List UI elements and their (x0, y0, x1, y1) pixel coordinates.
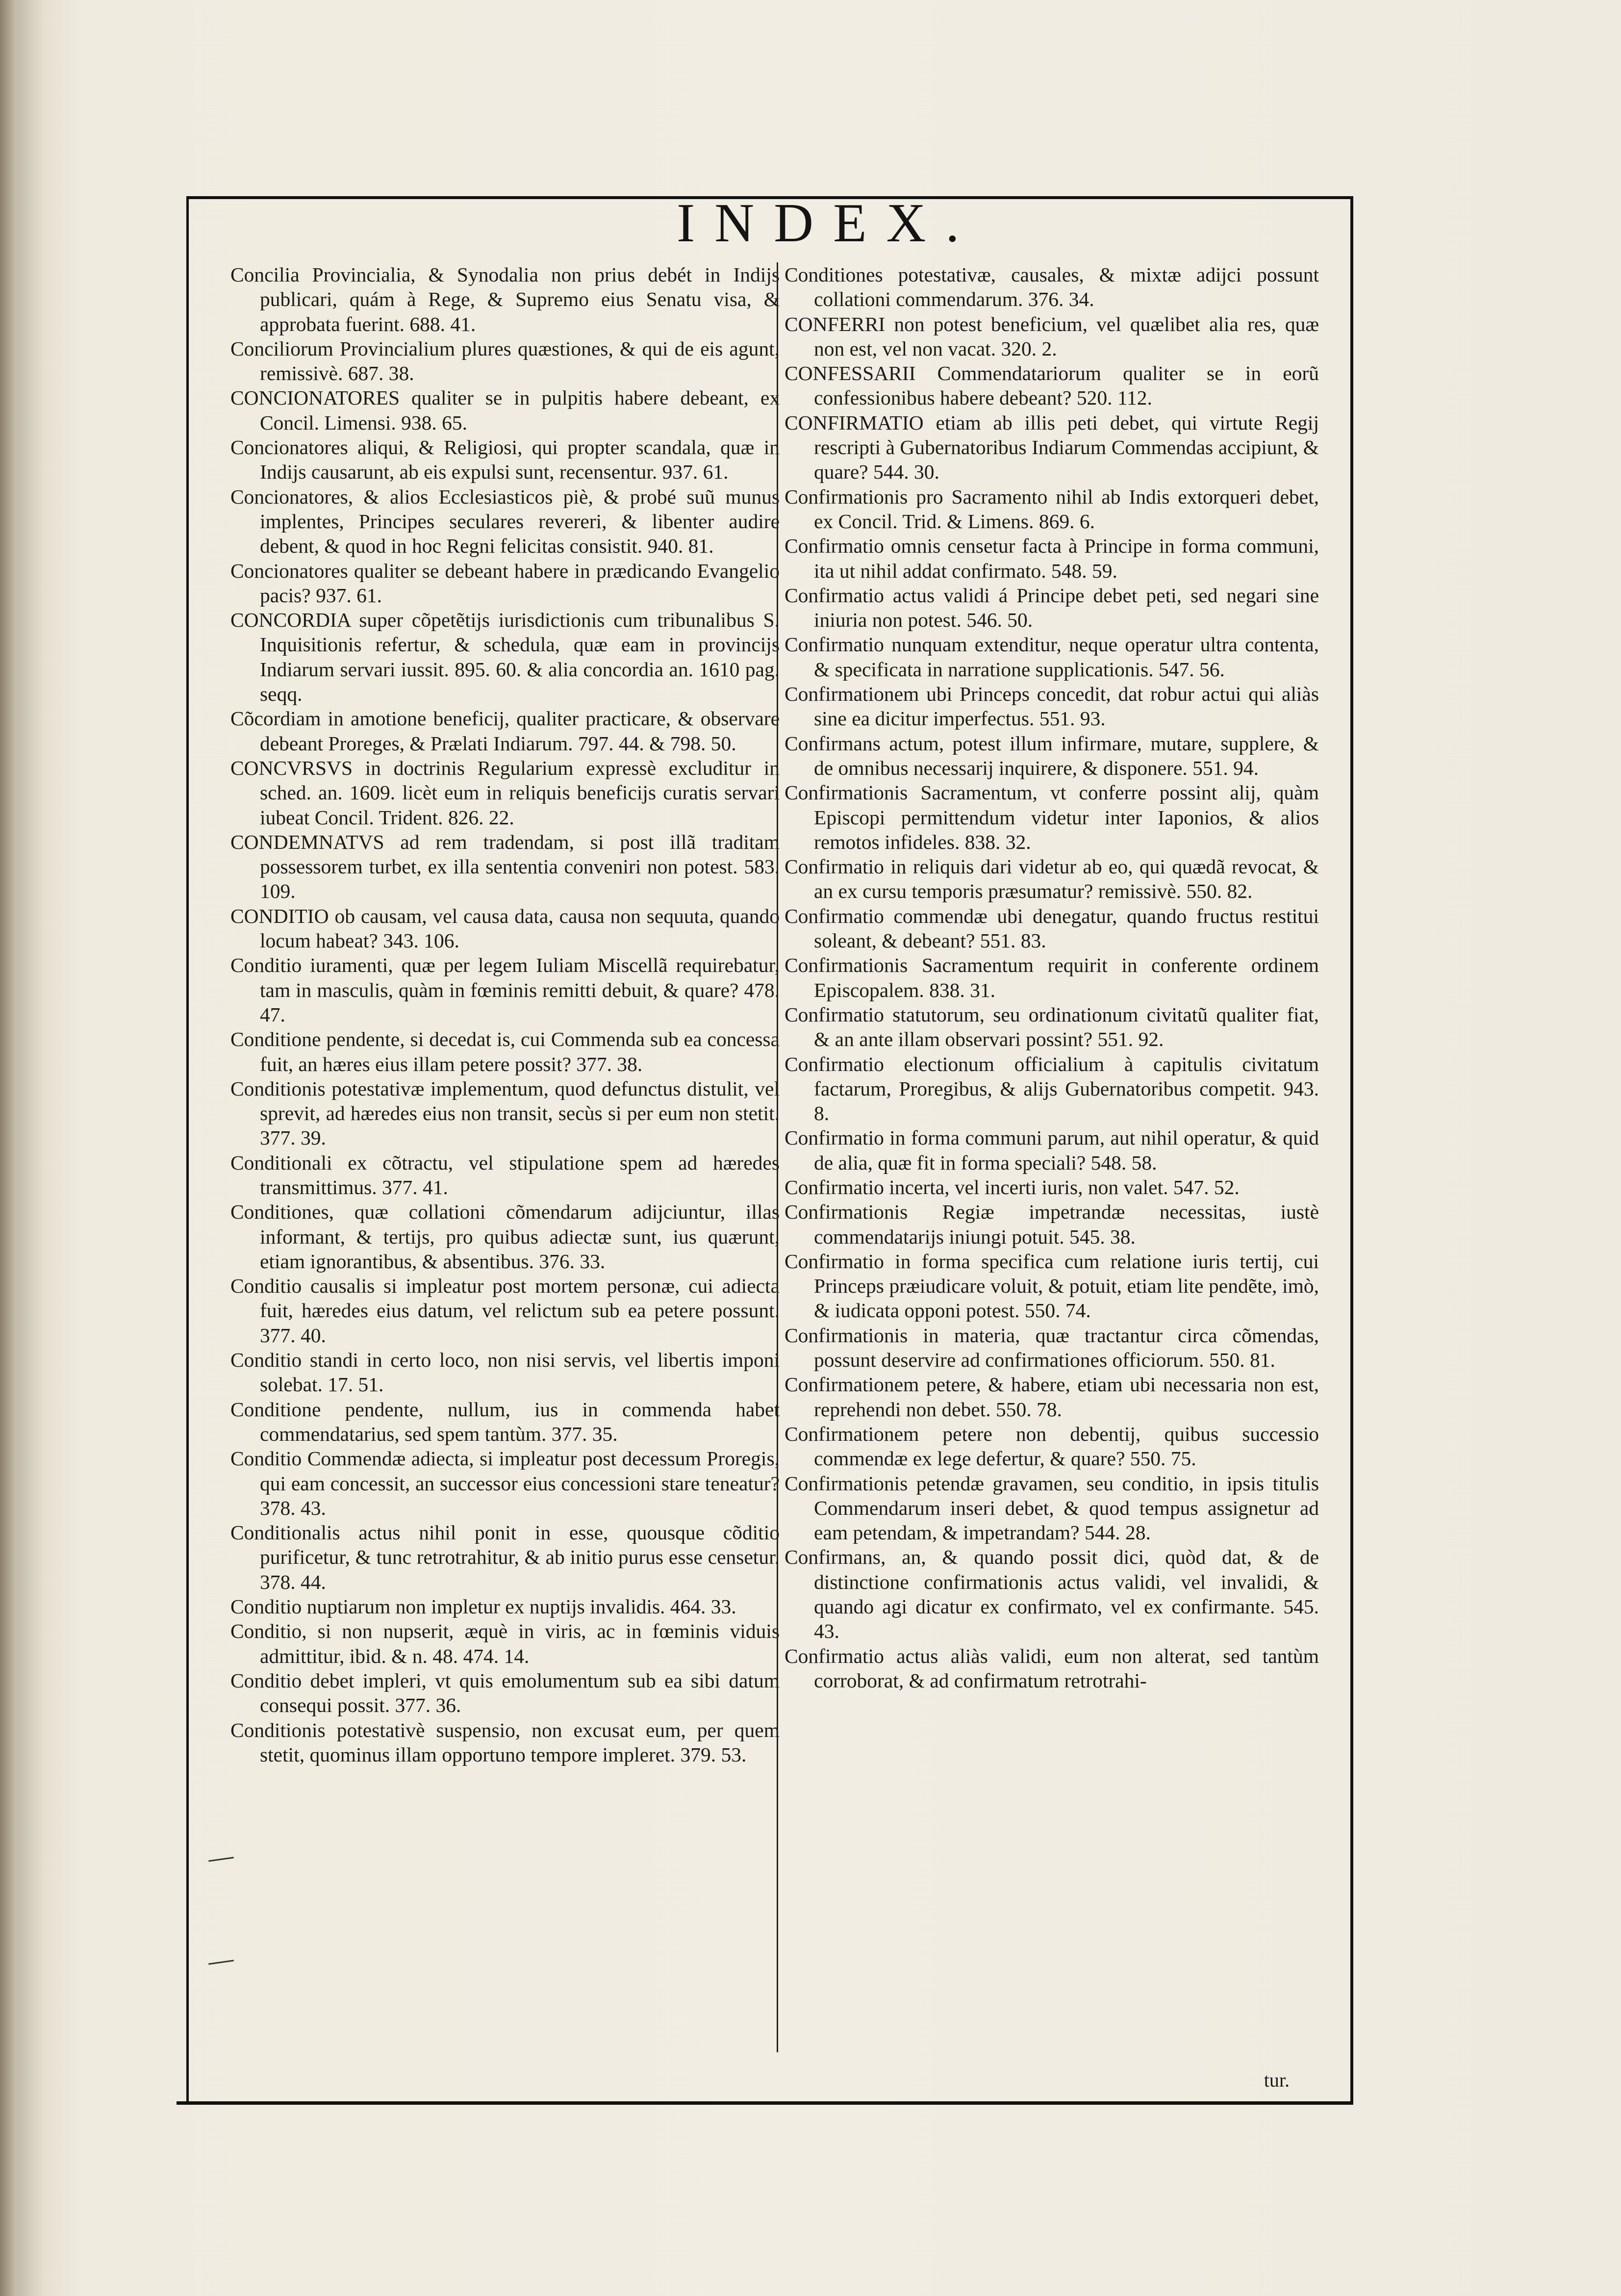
index-entry: CONCORDIA super cõpetẽtijs iurisdictionis cum tribunalibus S. Inquisitionis refertur, & schedula, quæ eam in provincijs Indiarum servari iussit. 895. 60. & alia concordia an. 1610 pag. seqq. (230, 609, 780, 706)
index-entry: CONFERRI non potest beneficium, vel quælibet alia res, quæ non est, vel non vacat. 320. 2. (785, 312, 1319, 360)
index-entry: Confirmationem petere, & habere, etiam ubi necessaria non est, reprehendi non debet. 550. 78. (785, 1373, 1319, 1421)
index-entry: CONDEMNATVS ad rem tradendam, si post illã traditam possessorem turbet, ex illa sententia conveniri non potest. 583. 109. (230, 830, 780, 903)
index-entry: Conciliorum Provincialium plures quæstiones, & qui de eis agunt, remissivè. 687. 38. (230, 337, 780, 385)
index-entry: Confirmatio statutorum, seu ordinationum civitatũ qualiter fiat, & an ante illam observari possint? 551. 92. (785, 1003, 1319, 1051)
index-entry: CONFESSARII Commendatariorum qualiter se in eorũ confessionibus habere debeant? 520. 112. (785, 362, 1319, 409)
index-entry: Conditionalis actus nihil ponit in esse, quousque cõditio purificetur, & tunc retrotrahitur, & ab initio purus esse censetur. 378. 44. (230, 1521, 780, 1593)
index-entry: Conditio, si non nupserit, æquè in viris, ac in fœminis viduis admittitur, ibid. & n. 48. 474. 14. (230, 1620, 780, 1667)
index-entry: Confirmans actum, potest illum infirmare, mutare, supplere, & de omnibus necessarij inquirere, & disponere. 551. 94. (785, 732, 1319, 779)
right-column (785, 262, 1319, 2082)
binding-gutter (0, 0, 17, 2296)
index-entry: Confirmatio incerta, vel incerti iuris, non valet. 547. 52. (785, 1175, 1240, 1199)
index-entry: Conditio Commendæ adiecta, si impleatur post decessum Proregis, qui eam concessit, an successor eius concessioni stare teneatur? 378. 43. (230, 1447, 780, 1519)
index-entry: Conditionis potestativè suspensio, non excusat eum, per quem stetit, quominus illam opportuno tempore impleret. 379. 53. (230, 1718, 780, 1766)
index-entry: Conditio debet impleri, vt quis emolumentum sub ea sibi datum consequi possit. 377. 36. (230, 1669, 780, 1717)
index-entry: Confirmationis Regiæ impetrandæ necessitas, iustè commendatarijs iniungi potuit. 545. 38. (785, 1200, 1319, 1248)
index-entry: Concionatores, & alios Ecclesiasticos piè, & probé suũ munus implentes, Principes seculares revereri, & libenter audire debent, & quod in hoc Regni felicitas consistit. 940. 81. (230, 485, 780, 558)
index-entry: CONCIONATORES qualiter se in pulpitis habere debeant, ex Concil. Limensi. 938. 65. (230, 386, 780, 434)
index-entry: CONFIRMATIO etiam ab illis peti debet, qui virtute Regij rescripti à Gubernatoribus Indiarum Commendas accipiunt, & quare? 544. 30. (785, 411, 1319, 484)
index-entry: Concionatores qualiter se debeant habere in prædicando Evangelio pacis? 937. 61. (230, 559, 780, 607)
index-entry: Conditio nuptiarum non impletur ex nuptijs invalidis. 464. 33. (230, 1595, 736, 1618)
catchword: tur. (1264, 2069, 1290, 2091)
index-entry: Conditionali ex cõtractu, vel stipulatione spem ad hæredes transmittimus. 377. 41. (230, 1151, 780, 1199)
index-entry: CONCVRSVS in doctrinis Regularium expressè excluditur in sched. an. 1609. licèt eum in reliquis beneficijs curatis servari iubeat Concil. Trident. 826. 22. (230, 756, 780, 829)
index-entry: Conditiones, quæ collationi cõmendarum adijciuntur, illas informant, & tertijs, pro quibus adiectæ sunt, ius quærunt, etiam ignorantibus, & absentibus. 376. 33. (230, 1200, 780, 1273)
index-entry: Conditio causalis si impleatur post mortem personæ, cui adiecta fuit, hæredes eius datum, vel relictum sub ea petere possunt. 377. 40. (230, 1275, 780, 1347)
index-entry: Conditio iuramenti, quæ per legem Iuliam Miscellã requirebatur, tam in masculis, quàm in fœminis remitti debuit, & quare? 478. 47. (230, 954, 780, 1026)
index-entry: Confirmatio electionum officialium à capitulis civitatum factarum, Proregibus, & alijs Gubernatoribus competit. 943. 8. (785, 1052, 1319, 1125)
index-entry: Confirmationis pro Sacramento nihil ab Indis extorqueri debet, ex Concil. Trid. & Limens. 869. 6. (785, 485, 1319, 533)
column-divider (777, 262, 778, 2052)
index-entry: Confirmationis in materia, quæ tractantur circa cõmendas, possunt deservire ad confirmationes officiorum. 550. 81. (785, 1324, 1319, 1372)
index-entry: Confirmatio in forma communi parum, aut nihil operatur, & quid de alia, quæ fit in forma speciali? 548. 58. (785, 1126, 1319, 1174)
index-entry: Confirmatio actus validi á Principe debet peti, sed negari sine iniuria non potest. 546. 50. (785, 584, 1319, 632)
index-entry: Concilia Provincialia, & Synodalia non prius debét in Indijs publicari, quám à Rege, & Supremo eius Senatu visa, & approbata fuerint. 688. 41. (230, 263, 780, 335)
index-entry: Conditio standi in certo loco, non nisi servis, vel libertis imponi solebat. 17. 51. (230, 1349, 780, 1396)
index-entry: Confirmatio commendæ ubi denegatur, quando fructus restitui soleant, & debeant? 551. 83. (785, 904, 1319, 952)
index-entry: Confirmatio in forma specifica cum relatione iuris tertij, cui Princeps præiudicare voluit, & potuit, etiam lite pendẽte, imò, & iudicata opponi potest. 550. 74. (785, 1250, 1319, 1322)
index-entry: Conditionis potestativæ implementum, quod defunctus distulit, vel sprevit, ad hæredes eius non transit, secùs si per eum non stetit. 377. 39. (230, 1077, 780, 1149)
index-entry: Cõcordiam in amotione beneficij, qualiter practicare, & observare debeant Proreges, & Prælati Indiarum. 797. 44. & 798. 50. (230, 707, 780, 755)
index-entry: Confirmationem ubi Princeps concedit, dat robur actui qui aliàs sine ea dicitur imperfectus. 551. 93. (785, 683, 1319, 730)
index-entry: Confirmationis Sacramentum, vt conferre possint alij, quàm Episcopi permittendum videtur inter Iaponios, & alios remotos infideles. 838. 32. (785, 781, 1319, 853)
bottom-rule (177, 2101, 1353, 2105)
index-entry: Conditione pendente, nullum, ius in commenda habet commendatarius, sed spem tantùm. 377. 35. (230, 1398, 780, 1445)
left-column (230, 262, 780, 2082)
index-entry: CONDITIO ob causam, vel causa data, causa non sequuta, quando locum habeat? 343. 106. (230, 904, 780, 952)
index-entry: Confirmatio nunquam extenditur, neque operatur ultra contenta, & specificata in narratione supplicationis. 547. 56. (785, 633, 1319, 681)
index-entry: Confirmatio actus aliàs validi, eum non alterat, sed tantùm corroborat, & ad confirmatum retrotrahi- (785, 1644, 1319, 1692)
index-entry: Conditione pendente, si decedat is, cui Commenda sub ea concessa fuit, an hæres eius illam petere possit? 377. 38. (230, 1028, 780, 1075)
index-entry: Conditiones potestativæ, causales, & mixtæ adijci possunt collationi commendarum. 376. 34. (785, 263, 1319, 311)
index-entry: Confirmatio in reliquis dari videtur ab eo, qui quædã revocat, & an ex cursu temporis præsumatur? remissivè. 550. 82. (785, 855, 1319, 903)
index-entry: Confirmationem petere non debentij, quibus successio commendæ ex lege defertur, & quare? 550. 75. (785, 1422, 1319, 1470)
page-title: INDEX. (677, 193, 979, 254)
index-entry: Confirmatio omnis censetur facta à Principe in forma communi, ita ut nihil addat confirmato. 548. 59. (785, 535, 1319, 582)
index-entry: Concionatores aliqui, & Religiosi, qui propter scandala, quæ in Indijs causarunt, ab eis expulsi sunt, recensentur. 937. 61. (230, 436, 780, 484)
index-entry: Confirmans, an, & quando possit dici, quòd dat, & de distinctione confirmationis actus validi, vel invalidi, & quando agi dicatur ex confirmato, vel ex confirmante. 545. 43. (785, 1546, 1319, 1643)
index-entry: Confirmationis petendæ gravamen, seu conditio, in ipsis titulis Commendarum inseri debet, & quod tempus assignetur ad eam petendam, & impetrandam? 544. 28. (785, 1472, 1319, 1544)
index-entry: Confirmationis Sacramentum requirit in conferente ordinem Episcopalem. 838. 31. (785, 954, 1319, 1001)
